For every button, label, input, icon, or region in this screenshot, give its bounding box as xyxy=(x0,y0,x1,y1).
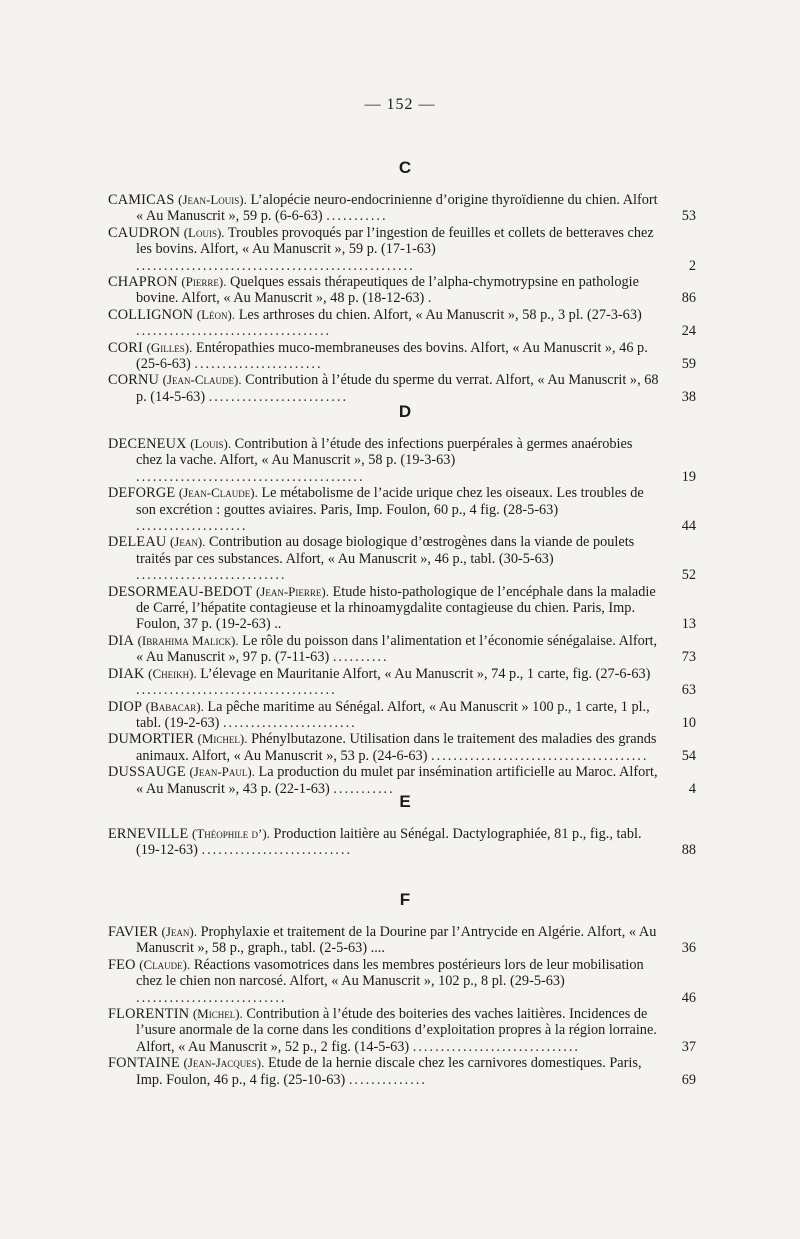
entry-given-name: (Jean). xyxy=(161,924,197,939)
entry-given-name: (Jean). xyxy=(169,534,206,550)
entry-surname: DUMORTIER xyxy=(108,731,194,748)
entry-text: Quelques essais thérapeutiques de l’alpha-chymotrypsine en pathologie bovine. Alfort, « Au Manuscrit », 48 p. (18-12-63) xyxy=(136,274,639,307)
section-c xyxy=(108,158,696,405)
entry-surname: DIA xyxy=(108,632,135,649)
entry-given-name: (Jean-Louis). xyxy=(178,192,247,207)
entry-text: La production du mulet par insémination artificielle au Maroc. Alfort, « Au Manuscrit », 43 p. (22-1-63) xyxy=(136,764,658,797)
entry-surname: FONTAINE xyxy=(108,1055,180,1072)
bibliography-entry: DIAK (Cheikh). L’élevage en Mauritanie Alfort, « Au Manuscrit », 74 p., 1 carte, fig. (27-6-63) .................................... 63 xyxy=(108,665,696,699)
entry-given-name: (Jean-Pierre). xyxy=(255,583,329,599)
entry-list xyxy=(108,436,696,797)
entry-page: 10 xyxy=(681,714,696,731)
entry-text: Le rôle du poisson dans l’alimentation et l’économie sénégalaise. Alfort, « Au Manuscrit », 97 p. (7-11-63) xyxy=(136,632,658,666)
bibliography-entry: ERNEVILLE (Théophile d’). Production laitière au Sénégal. Dactylographiée, 81 p., fig., tabl. (19-12-63) ........................... 88 xyxy=(108,826,696,859)
section-letter: E xyxy=(399,792,411,811)
section-f xyxy=(108,890,696,1088)
entry-given-name: (Jean-Claude). xyxy=(162,372,242,388)
entry-text: Phénylbutazone. Utilisation dans le traitement des maladies des grands animaux. Alfort, « Au Manuscrit », 53 p. (24-6-63) xyxy=(136,731,657,764)
entry-surname: DECENEUX xyxy=(108,436,187,452)
entry-surname: ERNEVILLE xyxy=(108,826,189,842)
entry-page: 53 xyxy=(681,208,696,225)
entry-given-name: (Michel). xyxy=(192,1006,243,1022)
entry-page: 86 xyxy=(681,290,696,307)
entry-text: Contribution au dosage biologique d’œstrogènes dans la viande de poulets traités par ces substances. Alfort, « Au Manuscrit », 46 p., tabl. (30-5-63) xyxy=(136,534,635,567)
bibliography-entry xyxy=(108,584,696,633)
bibliography-entry: CHAPRON (Pierre). Quelques essais thérapeutiques de l’alpha-chymotrypsine en pathologie bovine. Alfort, « Au Manuscrit », 48 p. (18-12-63) . 86 xyxy=(108,274,696,307)
entry-page: 37 xyxy=(681,1038,696,1055)
bibliography-entry: CAMICAS (Jean-Louis). L’alopécie neuro-endocrinienne d’origine thyroïdienne du chien. Alfort « Au Manuscrit », 59 p. (6-6-63) ........... 53 xyxy=(108,192,696,225)
entry-text: La pêche maritime au Sénégal. Alfort, « Au Manuscrit » 100 p., 1 carte, 1 pl., tabl. (19-2-63) xyxy=(136,698,650,731)
entry-list xyxy=(108,924,696,1088)
bibliography-entry: FEO (Claude). Réactions vasomotrices dans les membres postérieurs lors de leur mobilisation chez le chien non narcosé. Alfort, « Au Manuscrit », 102 p., 8 pl. (29-5-63) ........................... 46 xyxy=(108,956,696,1006)
entry-surname: DUSSAUGE xyxy=(108,764,186,781)
entry-surname: COLLIGNON xyxy=(108,306,194,323)
entry-given-name: (Gilles). xyxy=(146,339,193,355)
bibliography-entry: FLORENTIN (Michel). Contribution à l’étude des boiteries des vaches laitières. Incidences de l’usure anormale de la corne dans les conditions d’exploitation propres à la région lorraine. Alfort, « Au Manuscrit », 52 p., 2 fig. (14-5-63) .............................. 37 xyxy=(108,1006,696,1055)
entry-given-name: (Pierre). xyxy=(181,274,227,290)
entry-surname: DEFORGE xyxy=(108,485,176,502)
bibliography-entry: DIOP (Babacar). La pêche maritime au Sénégal. Alfort, « Au Manuscrit » 100 p., 1 carte, 1 pl., tabl. (19-2-63) ........................ 10 xyxy=(108,698,696,731)
bibliography-entry: DUMORTIER (Michel). Phénylbutazone. Utilisation dans le traitement des maladies des grands animaux. Alfort, « Au Manuscrit », 53 p. (24-6-63) ....................................... 54 xyxy=(108,731,696,764)
bibliography-entry: DIA (Ibrahima Malick). Le rôle du poisson dans l’alimentation et l’économie sénégalaise. Alfort, « Au Manuscrit », 97 p. (7-11-63) .......... 73 xyxy=(108,632,696,666)
entry-list xyxy=(108,192,696,405)
bibliography-entry xyxy=(108,924,696,957)
entry-text: Troubles provoqués par l’ingestion de feuilles et collets de betteraves chez les bovins. Alfort, « Au Manuscrit », 59 p. (17-1-63) xyxy=(136,224,654,258)
entry-page: 69 xyxy=(681,1071,696,1088)
entry-surname: FLORENTIN xyxy=(108,1006,190,1023)
bibliography-entry: CORNU (Jean-Claude). Contribution à l’étude du sperme du verrat. Alfort, « Au Manuscrit », 68 p. (14-5-63) ......................... 38 xyxy=(108,372,696,405)
section-letter: F xyxy=(399,890,411,909)
entry-surname: FAVIER xyxy=(108,924,158,940)
entry-page: 36 xyxy=(681,940,696,957)
entry-surname: CAMICAS xyxy=(108,192,175,208)
entry-surname: DELEAU xyxy=(108,534,167,551)
entry-given-name: (Cheikh). xyxy=(148,665,197,681)
entry-surname: CORI xyxy=(108,339,143,356)
entry-given-name: (Claude). xyxy=(139,956,191,972)
entry-surname: CAUDRON xyxy=(108,224,181,241)
section-d xyxy=(108,402,696,797)
entry-text: Le métabolisme de l’acide urique chez les oiseaux. Les troubles de son excrétion : gouttes aviaires. Paris, Imp. Foulon, 60 p., 4 fig. (28-5-63) xyxy=(136,485,644,518)
entry-given-name: (Jean-Paul). xyxy=(189,764,255,780)
entry-page: 63 xyxy=(681,682,696,699)
entry-page: 44 xyxy=(681,518,696,535)
entry-page: 88 xyxy=(681,842,696,859)
section-letter: D xyxy=(398,402,412,421)
page-number: — 152 — xyxy=(364,96,436,113)
bibliography-entry: DEFORGE (Jean-Claude). Le métabolisme de l’acide urique chez les oiseaux. Les troubles de son excrétion : gouttes aviaires. Paris, Imp. Foulon, 60 p., 4 fig. (28-5-63) .................... 44 xyxy=(108,485,696,535)
bibliography-entry: DECENEUX (Louis). Contribution à l’étude des infections puerpérales à germes anaérobies chez la vache. Alfort, « Au Manuscrit », 58 p. (19-3-63) ......................................... 19 xyxy=(108,436,696,485)
bibliography-entry: CAUDRON (Louis). Troubles provoqués par l’ingestion de feuilles et collets de betteraves chez les bovins. Alfort, « Au Manuscrit », 59 p. (17-1-63) .................................................. 2 xyxy=(108,224,696,274)
entry-given-name: (Jean-Jacques). xyxy=(183,1055,265,1071)
entry-page: 24 xyxy=(681,323,696,340)
entry-page: 46 xyxy=(681,989,696,1006)
entry-given-name: (Léon). xyxy=(196,306,236,322)
entry-page: 19 xyxy=(681,468,696,485)
entry-text: Prophylaxie et traitement de la Dourine par l’Antrycide en Algérie. Alfort, « Au Manuscrit », 58 p., graph., tabl. (2-5-63) .... xyxy=(136,924,657,957)
entry-page: 59 xyxy=(681,356,696,373)
bibliography-entry: DELEAU (Jean). Contribution au dosage biologique d’œstrogènes dans la viande de poulets traités par ces substances. Alfort, « Au Manuscrit », 46 p., tabl. (30-5-63) ........................... 52 xyxy=(108,534,696,584)
entry-text: Etude histo-pathologique de l’encéphale dans la maladie de Carré, l’hépatite contagieuse et la rhinoamygdalite contagieuse du chien. Paris, Imp. Foulon, 37 p. (19-2-63) .. xyxy=(136,583,656,633)
section-letter: C xyxy=(398,158,412,177)
entry-text: Les arthroses du chien. Alfort, « Au Manuscrit », 58 p., 3 pl. (27-3-63) xyxy=(238,306,642,323)
bibliography-entry: DUSSAUGE (Jean-Paul). La production du mulet par insémination artificielle au Maroc. Alfort, « Au Manuscrit », 43 p. (22-1-63) ........... 4 xyxy=(108,764,696,797)
entry-page: 73 xyxy=(681,649,696,666)
entry-page: 54 xyxy=(681,747,696,764)
entry-page: 52 xyxy=(681,567,696,584)
entry-surname: DIAK xyxy=(108,665,145,682)
entry-text: L’élevage en Mauritanie Alfort, « Au Manuscrit », 74 p., 1 carte, fig. (27-6-63) xyxy=(200,665,651,682)
entry-given-name: (Théophile d’). xyxy=(192,826,270,841)
entry-surname: CORNU xyxy=(108,372,160,389)
entry-text: Production laitière au Sénégal. Dactylographiée, 81 p., fig., tabl. (19-12-63) xyxy=(136,826,642,859)
entry-given-name: (Louis). xyxy=(190,436,232,451)
section-e xyxy=(108,792,696,859)
entry-given-name: (Ibrahima Malick). xyxy=(137,632,239,648)
bibliography-entry: CORI (Gilles). Entéropathies muco-membraneuses des bovins. Alfort, « Au Manuscrit », 46 p. (25-6-63) ....................... 59 xyxy=(108,339,696,373)
entry-text: Entéropathies muco-membraneuses des bovins. Alfort, « Au Manuscrit », 46 p. (25-6-63) xyxy=(136,339,648,373)
entry-text: L’alopécie neuro-endocrinienne d’origine thyroïdienne du chien. Alfort « Au Manuscrit », 59 p. (6-6-63) xyxy=(136,192,658,225)
entry-list xyxy=(108,826,696,859)
entry-given-name: (Louis). xyxy=(183,224,225,240)
entry-surname: DIOP xyxy=(108,698,143,715)
entry-text: Contribution à l’étude des boiteries des vaches laitières. Incidences de l’usure anormale de la corne dans les conditions d’exploitation propres à la région lorraine. Alfort, « Au Manuscrit », 52 p., 2 fig. (14-5-63) xyxy=(136,1006,657,1055)
bibliography-entry: FONTAINE (Jean-Jacques). Etude de la hernie discale chez les carnivores domestiques. Paris, Imp. Foulon, 46 p., 4 fig. (25-10-63) .............. 69 xyxy=(108,1055,696,1088)
entry-page: 2 xyxy=(688,257,696,274)
entry-text: Réactions vasomotrices dans les membres postérieurs lors de leur mobilisation chez le chien non narcosé. Alfort, « Au Manuscrit », 102 p., 8 pl. (29-5-63) xyxy=(136,956,644,990)
entry-surname: FEO xyxy=(108,956,136,973)
entry-surname: DESORMEAU-BEDOT xyxy=(108,583,253,600)
entry-page: 4 xyxy=(688,780,696,797)
entry-page: 13 xyxy=(681,616,696,633)
entry-page: 38 xyxy=(681,388,696,405)
entry-surname: CHAPRON xyxy=(108,274,178,291)
entry-given-name: (Jean-Claude). xyxy=(178,485,258,501)
entry-text: Contribution à l’étude des infections puerpérales à germes anaérobies chez la vache. Alfort, « Au Manuscrit », 58 p. (19-3-63) xyxy=(136,436,633,469)
entry-given-name: (Babacar). xyxy=(145,698,204,714)
bibliography-entry: COLLIGNON (Léon). Les arthroses du chien. Alfort, « Au Manuscrit », 58 p., 3 pl. (27-3-63) ................................... 24 xyxy=(108,306,696,340)
entry-text: Contribution à l’étude du sperme du verrat. Alfort, « Au Manuscrit », 68 p. (14-5-63) xyxy=(136,372,659,405)
entry-given-name: (Michel). xyxy=(197,731,248,747)
entry-text: Etude de la hernie discale chez les carnivores domestiques. Paris, Imp. Foulon, 46 p., 4 fig. (25-10-63) xyxy=(136,1055,642,1088)
